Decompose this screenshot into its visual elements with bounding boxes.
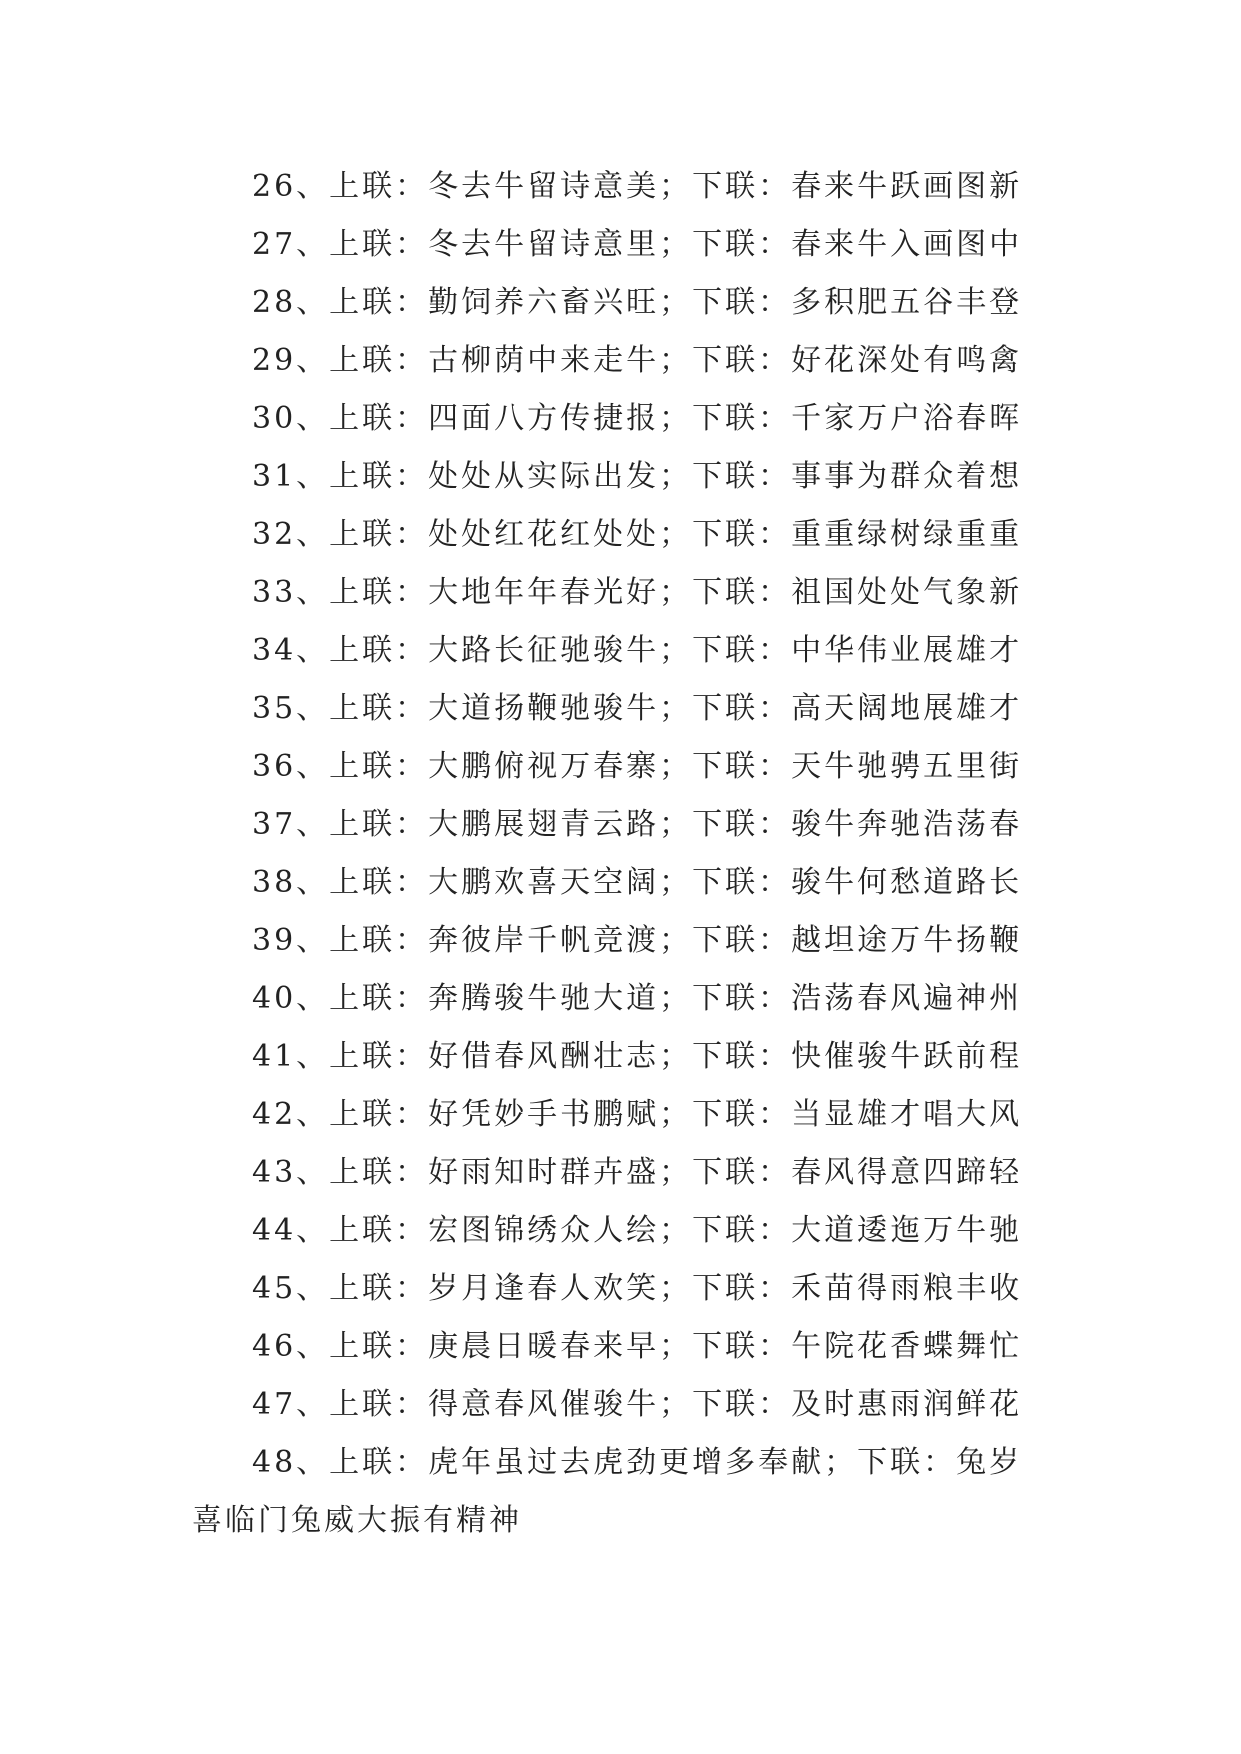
couplet-line: 40、上联：奔腾骏牛驰大道；下联：浩荡春风遍神州 xyxy=(252,981,1023,1016)
couplet-line: 42、上联：好凭妙手书鹏赋；下联：当显雄才唱大风 xyxy=(252,1097,1023,1132)
couplet-line: 35、上联：大道扬鞭驰骏牛；下联：高天阔地展雄才 xyxy=(252,691,1023,726)
couplet-list xyxy=(192,158,1052,1550)
couplet-line: 46、上联：庚晨日暖春来早；下联：午院花香蝶舞忙 xyxy=(252,1329,1023,1364)
couplet-line: 34、上联：大路长征驰骏牛；下联：中华伟业展雄才 xyxy=(252,633,1023,668)
couplet-paragraph: 48、上联：虎年虽过去虎劲更增多奉献；下联：兔岁喜临门兔威大振有精神 xyxy=(192,1445,1023,1538)
couplet-line: 44、上联：宏图锦绣众人绘；下联：大道逶迤万牛驰 xyxy=(252,1213,1023,1248)
couplet-line: 41、上联：好借春风酬壮志；下联：快催骏牛跃前程 xyxy=(252,1039,1023,1074)
couplet-line: 36、上联：大鹏俯视万春寨；下联：天牛驰骋五里街 xyxy=(252,749,1023,784)
couplet-line: 28、上联：勤饲养六畜兴旺；下联：多积肥五谷丰登 xyxy=(252,285,1023,320)
couplet-line: 38、上联：大鹏欢喜天空阔；下联：骏牛何愁道路长 xyxy=(252,865,1023,900)
couplet-line: 30、上联：四面八方传捷报；下联：千家万户浴春晖 xyxy=(252,401,1023,436)
couplet-line: 29、上联：古柳荫中来走牛；下联：好花深处有鸣禽 xyxy=(252,343,1023,378)
couplet-line: 43、上联：好雨知时群卉盛；下联：春风得意四蹄轻 xyxy=(252,1155,1023,1190)
couplet-line: 47、上联：得意春风催骏牛；下联：及时惠雨润鲜花 xyxy=(252,1387,1023,1422)
couplet-line: 26、上联：冬去牛留诗意美；下联：春来牛跃画图新 xyxy=(252,169,1023,204)
couplet-line: 33、上联：大地年年春光好；下联：祖国处处气象新 xyxy=(252,575,1023,610)
couplet-line: 39、上联：奔彼岸千帆竞渡；下联：越坦途万牛扬鞭 xyxy=(252,923,1023,958)
couplet-line: 31、上联：处处从实际出发；下联：事事为群众着想 xyxy=(252,459,1023,494)
couplet-line: 32、上联：处处红花红处处；下联：重重绿树绿重重 xyxy=(252,517,1023,552)
couplet-line: 37、上联：大鹏展翅青云路；下联：骏牛奔驰浩荡春 xyxy=(252,807,1023,842)
couplet-line: 45、上联：岁月逢春人欢笑；下联：禾苗得雨粮丰收 xyxy=(252,1271,1023,1306)
couplet-line: 27、上联：冬去牛留诗意里；下联：春来牛入画图中 xyxy=(252,227,1023,262)
